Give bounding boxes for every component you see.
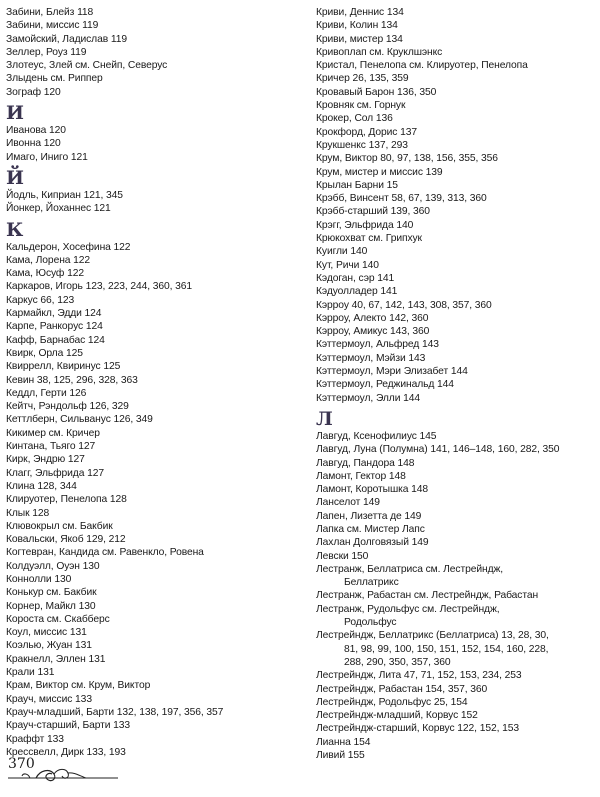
index-entry: Крокер, Сол 136 (316, 113, 393, 125)
index-entry: Крум, мистер и миссис 139 (316, 166, 443, 178)
index-column-left (6, 6, 292, 759)
index-entry: Крум, Виктор 80, 97, 138, 156, 355, 356 (316, 153, 498, 165)
index-entry: Кикимер см. Кричер (6, 427, 100, 439)
index-entry: Кут, Ричи 140 (316, 259, 379, 271)
index-column-right (316, 6, 596, 762)
index-entry: Забини, миссис 119 (6, 20, 99, 32)
index-entry: Имаго, Иниго 121 (6, 151, 88, 163)
index-entry: Крауч, миссис 133 (6, 693, 92, 705)
index-entry: Злыдень см. Риппер (6, 73, 103, 85)
index-entry: Лавгуд, Пандора 148 (316, 457, 415, 469)
index-entry: Кэрроу 40, 67, 142, 143, 308, 357, 360 (316, 299, 492, 311)
index-entry: Кама, Лорена 122 (6, 254, 91, 266)
index-entry: Крокфорд, Дорис 137 (316, 126, 417, 138)
index-entry: Лахлан Долговязый 149 (316, 537, 429, 549)
index-entry: Кэттермоул, Мэйзи 143 (316, 352, 426, 364)
index-entry: Крэбб, Винсент 58, 67, 139, 313, 360 (316, 193, 487, 205)
index-entry: Кракнелл, Эллен 131 (6, 653, 106, 665)
index-entry: Лестрейндж, Лита 47, 71, 152, 153, 234, 253 (316, 670, 522, 682)
index-entry: Лестранж, Рудольфус см. Лестрейндж, (316, 603, 500, 615)
index-entry: Кристал, Пенелопа см. Клируотер, Пенелопа (316, 60, 528, 72)
page-number: 370 (8, 756, 35, 772)
index-entry: Клируотер, Пенелопа 128 (6, 494, 127, 506)
swirl-ornament-icon (6, 756, 126, 786)
index-entry: Кривоплап см. Круклшэнкс (316, 46, 443, 58)
index-entry: Лестрейндж-старший, Корвус 122, 152, 153 (316, 723, 519, 735)
index-entry: Ивонна 120 (6, 138, 61, 150)
index-entry: Лестрейндж, Родольфус 25, 154 (316, 696, 468, 708)
index-entry: Кэттермоул, Реджинальд 144 (316, 379, 454, 391)
index-entry-continuation: 288, 290, 350, 357, 360 (344, 656, 451, 668)
index-entry: Кинтана, Тьяго 127 (6, 441, 96, 453)
index-entry: Лестрейндж, Рабастан 154, 357, 360 (316, 683, 488, 695)
index-entry-continuation: Беллатрикс (344, 577, 399, 589)
index-entry: Крюкохват см. Грипхук (316, 233, 422, 245)
index-entry: Клык 128 (6, 507, 50, 519)
index-entry: Квиррелл, Квиринус 125 (6, 361, 121, 373)
index-entry-continuation: 81, 98, 99, 100, 150, 151, 152, 154, 160, 228, (344, 643, 549, 655)
index-entry: Крылан Барни 15 (316, 179, 398, 191)
index-entry: Криви, мистер 134 (316, 33, 403, 45)
index-entry: Кэрроу, Алекто 142, 360 (316, 312, 429, 324)
index-entry: Конькур см. Бакбик (6, 587, 97, 599)
index-entry: Крауч-младший, Барти 132, 138, 197, 356, 357 (6, 706, 224, 718)
index-entry: Крессвелл, Дирк 133, 193 (6, 746, 126, 758)
index-entry: Ливий 155 (316, 750, 365, 762)
index-entry: Левски 150 (316, 550, 369, 562)
index-entry: Кровавый Барон 136, 350 (316, 86, 437, 98)
index-entry: Крэбб-старший 139, 360 (316, 206, 430, 218)
index-entry: Лестранж, Беллатриса см. Лестрейндж, (316, 563, 504, 575)
index-entry: Короста см. Скабберс (6, 613, 110, 625)
index-entry: Клагг, Эльфрида 127 (6, 467, 104, 479)
section-letter-heading: Й (6, 166, 24, 189)
index-entry: Клювокрыл см. Бакбик (6, 520, 113, 532)
index-entry: Кровняк см. Горнук (316, 100, 406, 112)
section-letter-heading: Л (316, 407, 333, 430)
index-entry: Ламонт, Гектор 148 (316, 470, 406, 482)
index-entry: Карпе, Ранкорус 124 (6, 321, 103, 333)
index-entry: Лапка см. Мистер Лапс (316, 523, 425, 535)
index-entry: Кейтч, Рэндольф 126, 329 (6, 401, 129, 413)
index-entry: Ковальски, Якоб 129, 212 (6, 534, 126, 546)
index-entry: Лавгуд, Ксенофилиус 145 (316, 430, 437, 442)
index-entry: Злотеус, Злей см. Снейп, Северус (6, 60, 168, 72)
index-entry: Лавгуд, Луна (Полумна) 141, 146–148, 160, 282, 350 (316, 444, 560, 456)
index-entry: Кафф, Барнабас 124 (6, 334, 105, 346)
index-entry: Кеддл, Герти 126 (6, 387, 87, 399)
index-entry: Крэгг, Эльфрида 140 (316, 219, 414, 231)
section-letter-heading: К (6, 218, 24, 241)
index-entry: Йодль, Киприан 121, 345 (6, 189, 123, 201)
index-entry: Крали 131 (6, 667, 55, 679)
index-entry: Кэрроу, Амикус 143, 360 (316, 326, 430, 338)
index-entry: Забини, Блейз 118 (6, 7, 94, 18)
index-entry: Куигли 140 (316, 246, 368, 258)
index-entry: Коннолли 130 (6, 573, 72, 585)
index-entry: Лапен, Лизетта де 149 (316, 510, 422, 522)
index-entry: Кармайкл, Эдди 124 (6, 308, 102, 320)
index-entry: Корнер, Майкл 130 (6, 600, 96, 612)
index-entry: Кама, Юсуф 122 (6, 268, 84, 280)
section-letter-heading: И (6, 102, 24, 125)
index-entry: Ламонт, Коротышка 148 (316, 484, 429, 496)
index-entry: Краффт 133 (6, 733, 64, 745)
index-entry: Крауч-старший, Барти 133 (6, 720, 131, 732)
index-entry: Лестранж, Рабастан см. Лестрейндж, Рабастан (316, 590, 539, 602)
index-entry: Лестрейндж, Беллатрикс (Беллатриса) 13, 28, 30, (316, 630, 549, 642)
index-entry: Кэттермоул, Альфред 143 (316, 339, 439, 351)
index-entry: Кэттермоул, Элли 144 (316, 392, 421, 404)
index-entry: Кэдоган, сэр 141 (316, 272, 395, 284)
index-entry: Лианна 154 (316, 736, 371, 748)
index-entry: Коэлью, Жуан 131 (6, 640, 92, 652)
index-entry: Клина 128, 344 (6, 480, 77, 492)
index-entry: Йонкер, Йоханнес 121 (6, 203, 111, 215)
index-entry: Кэттермоул, Мэри Элизабет 144 (316, 366, 468, 378)
index-entry: Кевин 38, 125, 296, 328, 363 (6, 374, 138, 386)
index-entry: Зограф 120 (6, 86, 61, 98)
index-entry: Каркус 66, 123 (6, 294, 75, 306)
index-entry-continuation: Родольфус (344, 617, 397, 629)
index-entry: Криви, Колин 134 (316, 20, 398, 32)
index-entry: Иванова 120 (6, 125, 66, 137)
index-entry: Кэдуолладер 141 (316, 286, 398, 298)
index-entry: Колдуэлл, Оуэн 130 (6, 560, 100, 572)
index-entry: Каркаров, Игорь 123, 223, 244, 360, 361 (6, 281, 193, 293)
index-entry: Квирк, Орла 125 (6, 347, 83, 359)
index-entry: Коул, миссис 131 (6, 627, 87, 639)
index-entry: Крукшенкс 137, 293 (316, 139, 408, 151)
index-entry: Кричер 26, 135, 359 (316, 73, 409, 85)
index-entry: Кирк, Эндрю 127 (6, 454, 85, 466)
index-entry: Когтевран, Кандида см. Равенкло, Ровена (6, 547, 204, 559)
index-entry: Кальдерон, Хосефина 122 (6, 241, 131, 253)
index-entry: Лестрейндж-младший, Корвус 152 (316, 710, 478, 722)
index-entry: Крам, Виктор см. Крум, Виктор (6, 680, 151, 692)
index-entry: Кеттлберн, Сильванус 126, 349 (6, 414, 153, 426)
index-entry: Ланселот 149 (316, 497, 380, 509)
index-entry: Криви, Деннис 134 (316, 7, 404, 18)
page-footer (6, 756, 206, 786)
index-entry: Замойский, Ладислав 119 (6, 33, 127, 45)
index-entry: Зеллер, Роуз 119 (6, 46, 87, 58)
